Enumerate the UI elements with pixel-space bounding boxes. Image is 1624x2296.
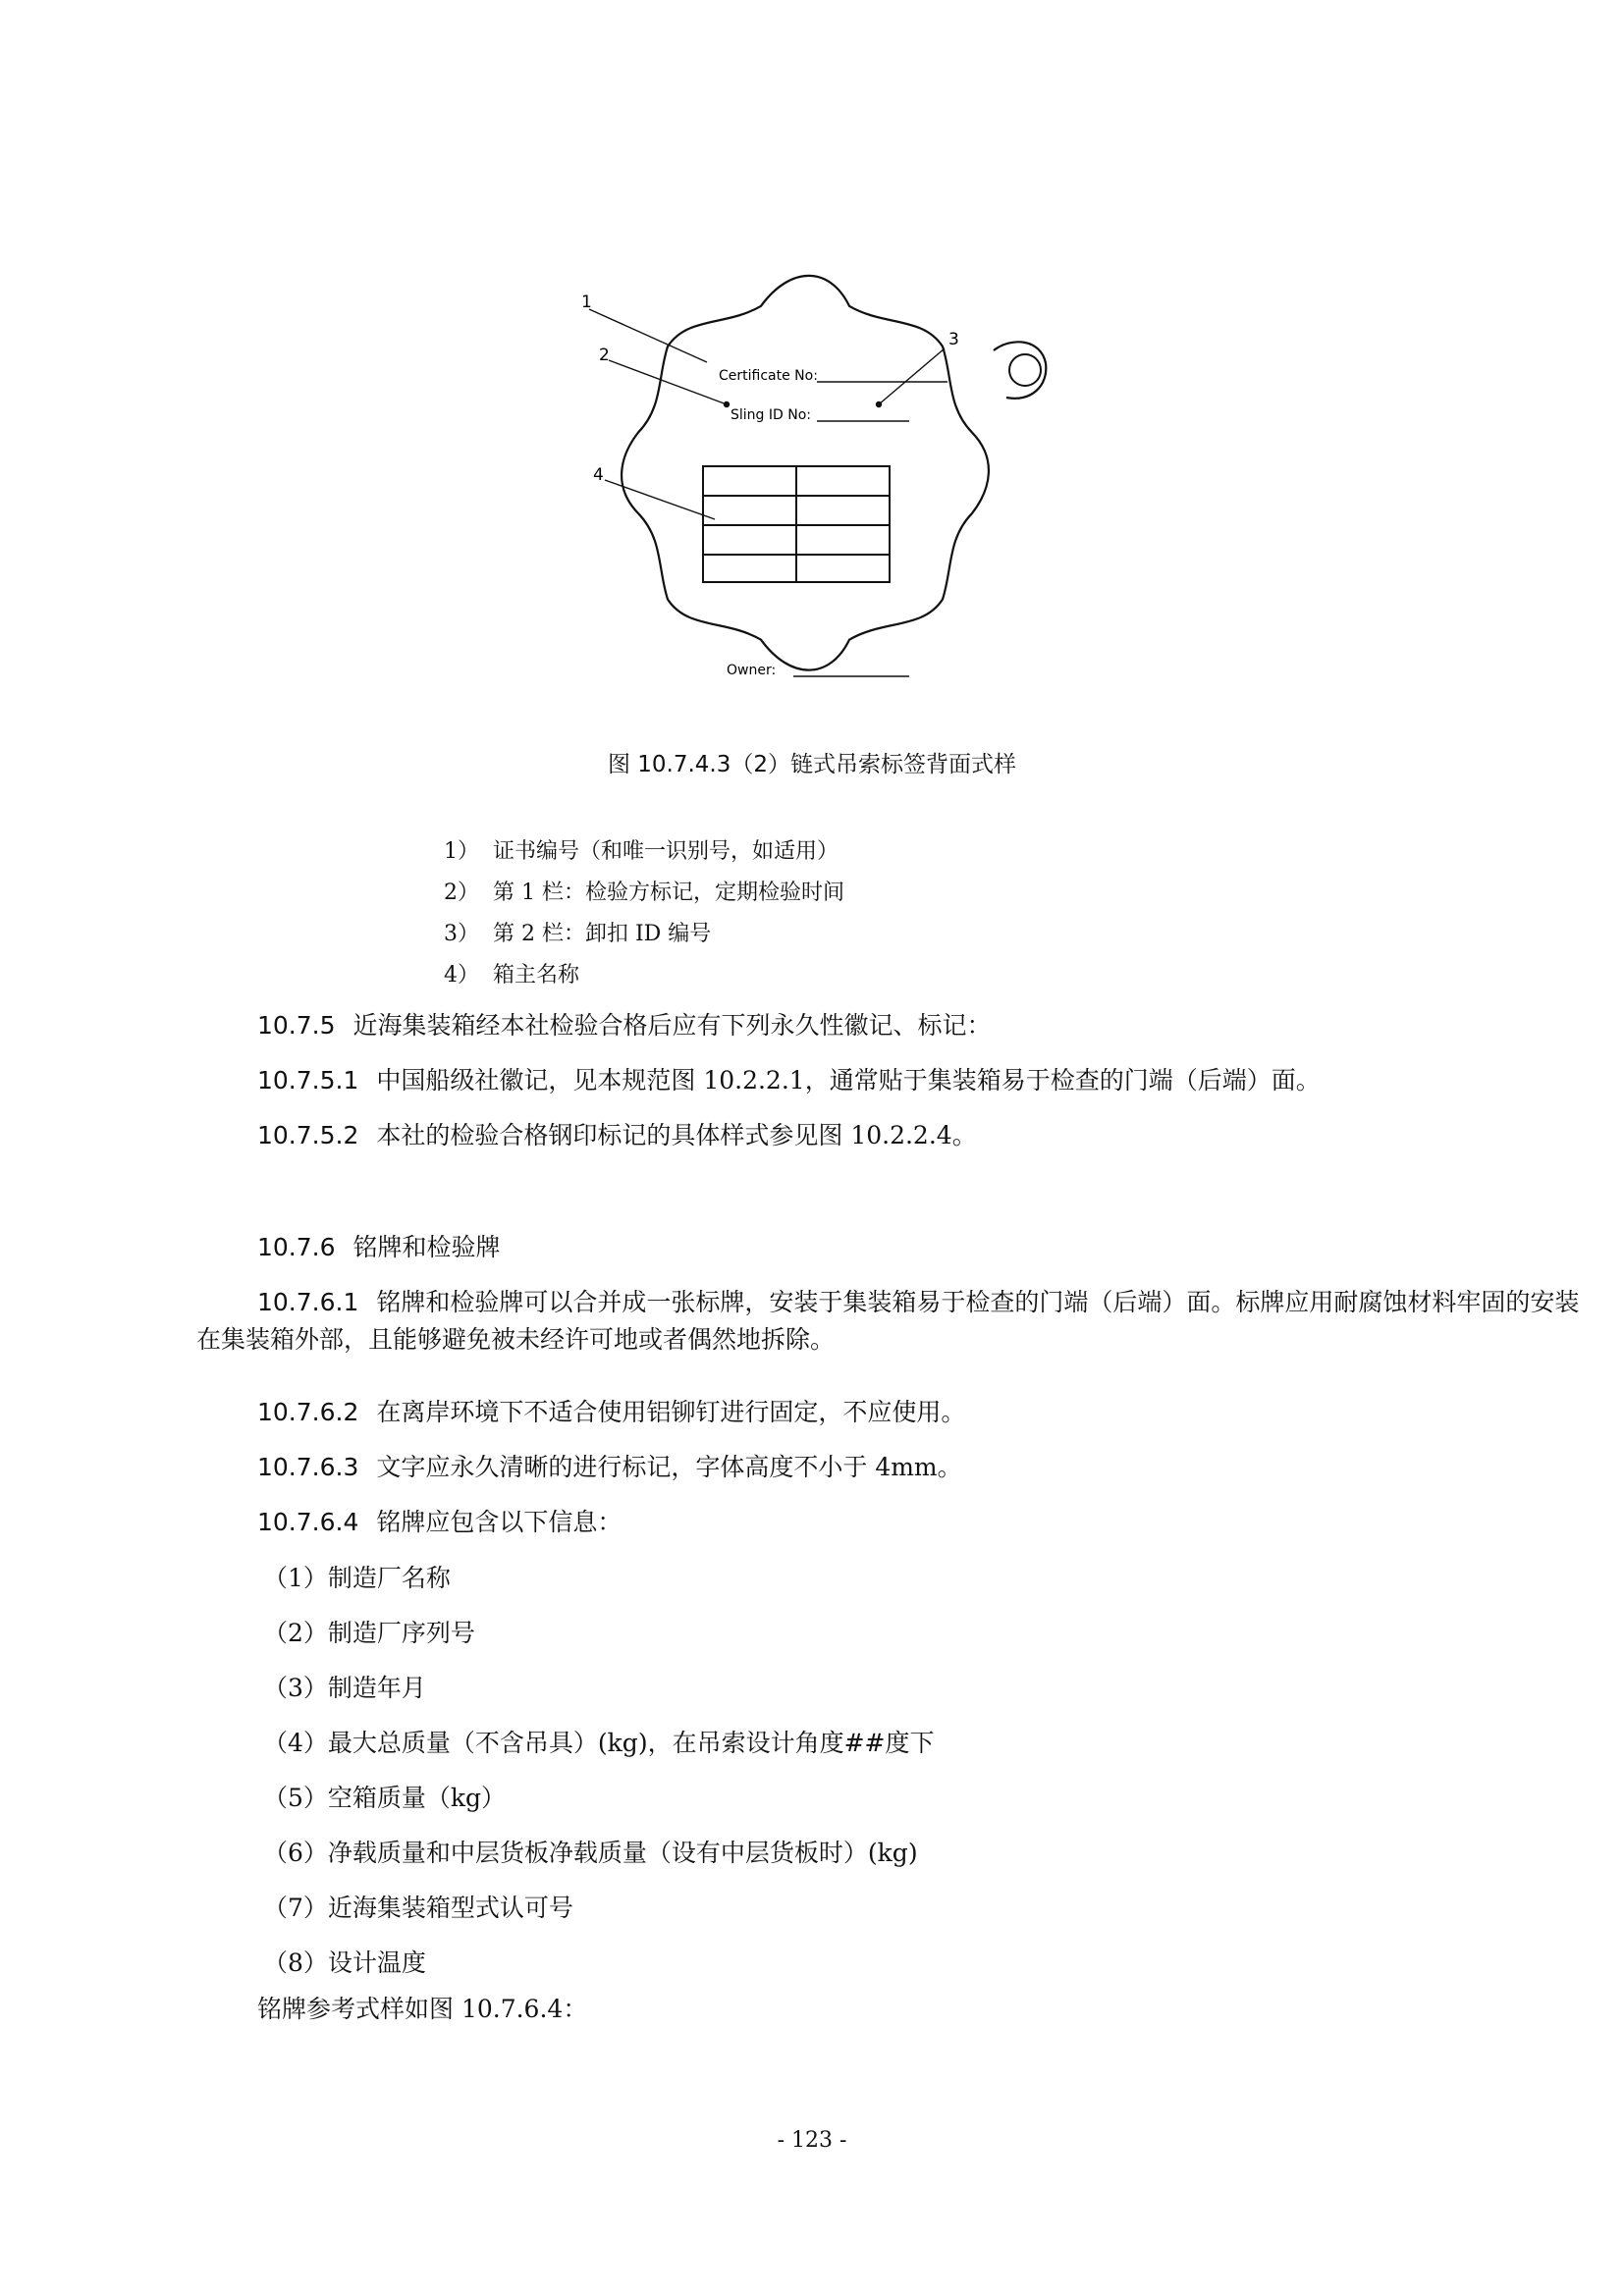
sling-id-field-label: Sling ID No:: [731, 407, 811, 423]
callout-4: 4: [593, 465, 604, 485]
paragraph-text: 中国船级社徽记，见本规范图 10.2.2.1，通常贴于集装箱易于检查的门端（后端）面。: [376, 1066, 1321, 1095]
page-number: - 123 -: [777, 2128, 847, 2153]
legend-number: 3）: [444, 922, 479, 946]
legend-number: 4）: [444, 963, 479, 988]
section-number: 10.7.6.3: [257, 1453, 359, 1481]
info-list-item: （6）净载质量和中层货板净载质量（设有中层货板时）(kg): [263, 1839, 918, 1867]
section-number: 10.7.5: [257, 1011, 336, 1040]
sling-tag-figure: [550, 211, 1139, 761]
closing-line: 铭牌参考式样如图 10.7.6.4：: [257, 1995, 588, 2023]
paragraph-text: 在离岸环境下不适合使用铝铆钉进行固定，不应使用。: [376, 1398, 966, 1426]
tag-hole: [1009, 354, 1041, 386]
info-list-item: （8）设计温度: [263, 1949, 426, 1977]
info-list-item: （4）最大总质量（不含吊具）(kg)，在吊索设计角度##度下: [263, 1729, 935, 1757]
legend-number: 2）: [444, 881, 479, 905]
sling-tag-drawing: [550, 211, 1139, 761]
paragraph: [196, 1284, 1581, 1358]
legend-item: [444, 876, 844, 906]
tag-outline: [622, 276, 989, 670]
legend-item: [444, 958, 579, 988]
paragraph-text: 文字应永久清晰的进行标记，字体高度不小于 4mm。: [376, 1453, 962, 1481]
paragraph: [257, 1117, 977, 1154]
legend-text: 第 2 栏：卸扣 ID 编号: [493, 922, 712, 946]
paragraph-text: 近海集装箱经本社检验合格后应有下列永久性徽记、标记：: [352, 1011, 992, 1040]
legend-text: 箱主名称: [493, 963, 580, 988]
legend-text: 证书编号（和唯一识别号，如适用）: [493, 839, 839, 864]
info-list-item: （1）制造厂名称: [263, 1564, 451, 1592]
paragraph-text: 铭牌和检验牌: [352, 1233, 501, 1261]
info-list-item: （3）制造年月: [263, 1674, 426, 1702]
info-list-item: （5）空箱质量（kg）: [263, 1784, 507, 1812]
section-number: 10.7.6.1: [257, 1288, 359, 1316]
callout-3: 3: [948, 330, 959, 349]
paragraph: [257, 1449, 962, 1486]
paragraph: [257, 1007, 992, 1044]
paragraph: [257, 1062, 1321, 1099]
section-number: 10.7.5.2: [257, 1121, 359, 1149]
figure-caption: 图 10.7.4.3（2）链式吊索标签背面式样: [607, 752, 1017, 777]
paragraph-text: 铭牌和检验牌可以合并成一张标牌，安装于集装箱易于检查的门端（后端）面。标牌应用耐腐蚀材料牢固的安装在集装箱外部，且能够避免被未经许可地或者偶然地拆除。: [196, 1288, 1580, 1354]
section-number: 10.7.5.1: [257, 1066, 359, 1095]
paragraph: [257, 1394, 965, 1431]
owner-field-label: Owner:: [727, 663, 777, 678]
paragraph-text: 铭牌应包含以下信息：: [376, 1508, 623, 1536]
callout-2: 2: [599, 346, 610, 365]
paragraph: [257, 1229, 501, 1266]
info-list-item: （7）近海集装箱型式认可号: [263, 1894, 573, 1922]
info-list-item: （2）制造厂序列号: [263, 1619, 475, 1647]
certificate-field-label: Certificate No:: [719, 368, 818, 384]
section-number: 10.7.6.4: [257, 1508, 359, 1536]
paragraph: [257, 1504, 622, 1541]
column-grid: [703, 466, 890, 582]
legend-item: [444, 834, 839, 865]
section-number: 10.7.6.2: [257, 1398, 359, 1426]
paragraph-text: 本社的检验合格钢印标记的具体样式参见图 10.2.2.4。: [376, 1121, 977, 1149]
legend-text: 第 1 栏：检验方标记，定期检验时间: [493, 881, 844, 905]
tag-ear: [994, 342, 1046, 399]
section-number: 10.7.6: [257, 1233, 336, 1261]
callout-1: 1: [581, 293, 592, 312]
legend-number: 1）: [444, 839, 479, 864]
legend-item: [444, 917, 711, 947]
